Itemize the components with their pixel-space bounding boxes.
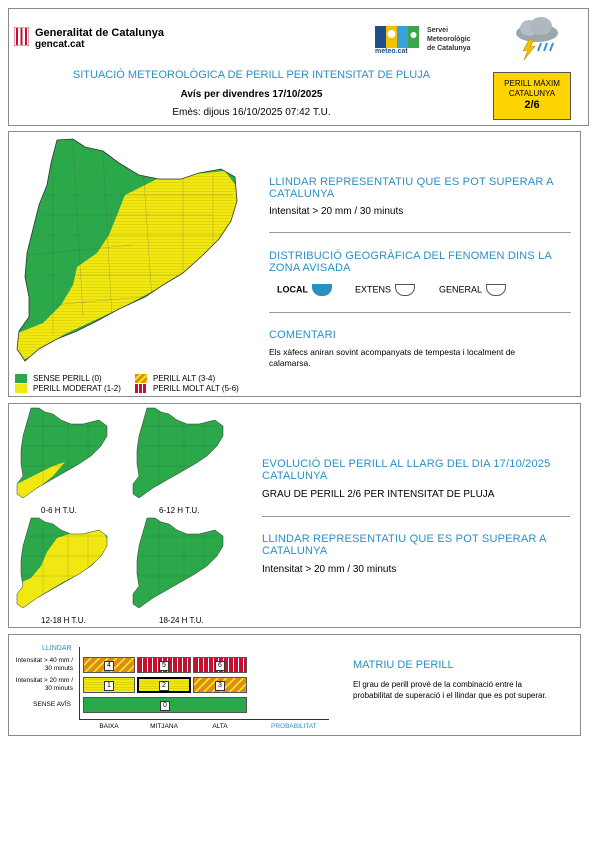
legend-swatch-green [15,374,27,383]
legend-label: PERILL MODERAT (1-2) [33,384,121,393]
legend-item-high [135,374,255,383]
generalitat-logo [14,27,29,46]
legend-item-very-high [135,384,255,393]
comment-text: Els xàfecs aniran sovint acompanyats de tempesta i localment de calamarsa. [269,347,516,368]
map-label-12-18: 12-18 H T.U. [41,616,86,625]
legend-label: PERILL ALT (3-4) [153,374,216,383]
option-general [439,284,506,296]
meteocat-logo-icon [375,26,419,48]
max-danger-label: PERILL MÀXIM CATALUNYA [504,79,560,98]
map-label-6-12: 6-12 H T.U. [159,506,200,515]
local-indicator [312,284,332,296]
general-indicator [486,284,506,296]
header-panel [8,8,589,126]
x-axis [79,719,329,720]
threshold-title-2: LLINDAR REPRESENTATIU QUE ES POT SUPERAR A CATALUNYA [262,533,547,557]
y-axis [79,647,80,719]
col-label-alta: ALTA [212,723,228,730]
legend-label: PERILL MOLT ALT (5-6) [153,384,239,393]
max-danger-box [493,72,571,120]
row-label-20: Intensitat > 20 mm / 30 minuts [15,677,73,692]
matrix-cell-3 [193,677,247,693]
legend-label: SENSE PERILL (0) [33,374,102,383]
matrix-cell-0 [83,697,247,713]
separator [269,312,571,313]
evolution-title: EVOLUCIÓ DEL PERILL AL LLARG DEL DIA 17/10/2025 CATALUNYA [262,458,551,482]
legend-item-none [15,374,135,383]
col-label-baixa: BAIXA [99,723,119,730]
option-label: LOCAL [277,284,308,295]
map-18-24 [129,516,229,616]
row-label-40: Intensitat > 40 mm / 30 minuts [15,657,73,672]
threshold-title: LLINDAR REPRESENTATIU QUE ES POT SUPERAR A CATALUNYA [269,176,554,200]
evolution-value: GRAU DE PERILL 2/6 PER INTENSITAT DE PLUJA [262,489,495,500]
matrix-cell-5 [137,657,191,673]
distribution-title: DISTRIBUCIÓ GEOGRÀFICA DEL FENOMEN DINS LA ZONA AVISADA [269,250,552,274]
threshold-value-2: Intensitat > 20 mm / 30 minuts [262,564,397,575]
extens-indicator [395,284,415,296]
matrix-cell-6 [193,657,247,673]
cell-value: 4 [104,661,114,671]
cell-value: 2 [159,681,169,691]
separator [262,516,570,517]
meteocat-logo-text: meteo.cat [375,48,408,55]
map-12-18 [13,516,113,616]
max-danger-value: 2/6 [524,99,540,111]
matrix-cell-4 [83,657,135,673]
probabilitat-label: PROBABILITAT [271,723,317,730]
cell-value: 5 [159,661,169,671]
option-local [277,284,332,296]
legend-swatch-red [135,384,147,393]
llindar-label: LLINDAR [42,645,72,652]
map-label-0-6: 0-6 H T.U. [41,506,77,515]
meteocat-logo [375,26,415,55]
cell-value: 1 [104,681,114,691]
gencat-site: gencat.cat [35,39,85,50]
catalonia-main-map [13,135,253,375]
map-0-6 [13,406,113,506]
matrix-cell-1 [83,677,135,693]
legend-swatch-yellow [15,384,27,393]
matrix-panel [8,634,581,736]
map-6-12 [129,406,229,506]
legend-swatch-orange [135,374,147,383]
cell-value: 6 [215,661,225,671]
comment-title: COMENTARI [269,329,336,341]
emes-date: Emès: dijous 16/10/2025 07:42 T.U. [172,107,331,118]
col-label-mitjana: MITJANA [150,723,178,730]
evolution-panel [8,403,581,628]
legend-item-moderate [15,384,135,393]
threshold-value: Intensitat > 20 mm / 30 minuts [269,206,404,217]
generalitat-name: Generalitat de Catalunya [35,27,164,39]
option-label: GENERAL [439,284,483,295]
matrix-text: El grau de perill prové de la combinació entre la probabilitat de superació i el llindar que es pot superar. [353,680,547,700]
page-title: SITUACIÓ METEOROLÒGICA DE PERILL PER INTENSITAT DE PLUJA [72,69,431,81]
cell-value: 3 [215,681,225,691]
option-extens [355,284,415,296]
senyera-icon [14,27,29,46]
matrix-cell-2 [137,677,191,693]
storm-icon [509,15,565,61]
avis-date: Avís per divendres 17/10/2025 [180,89,323,100]
map-label-18-24: 18-24 H T.U. [159,616,204,625]
separator [269,232,571,233]
matrix-title: MATRIU DE PERILL [353,659,454,671]
cell-value: 0 [160,701,170,711]
row-label-none: SENSE AVÍS [33,701,71,708]
main-map-panel [8,131,581,397]
meteo-service-name: Servei Meteorològic de Catalunya [427,27,471,52]
option-label: EXTENS [355,284,392,295]
